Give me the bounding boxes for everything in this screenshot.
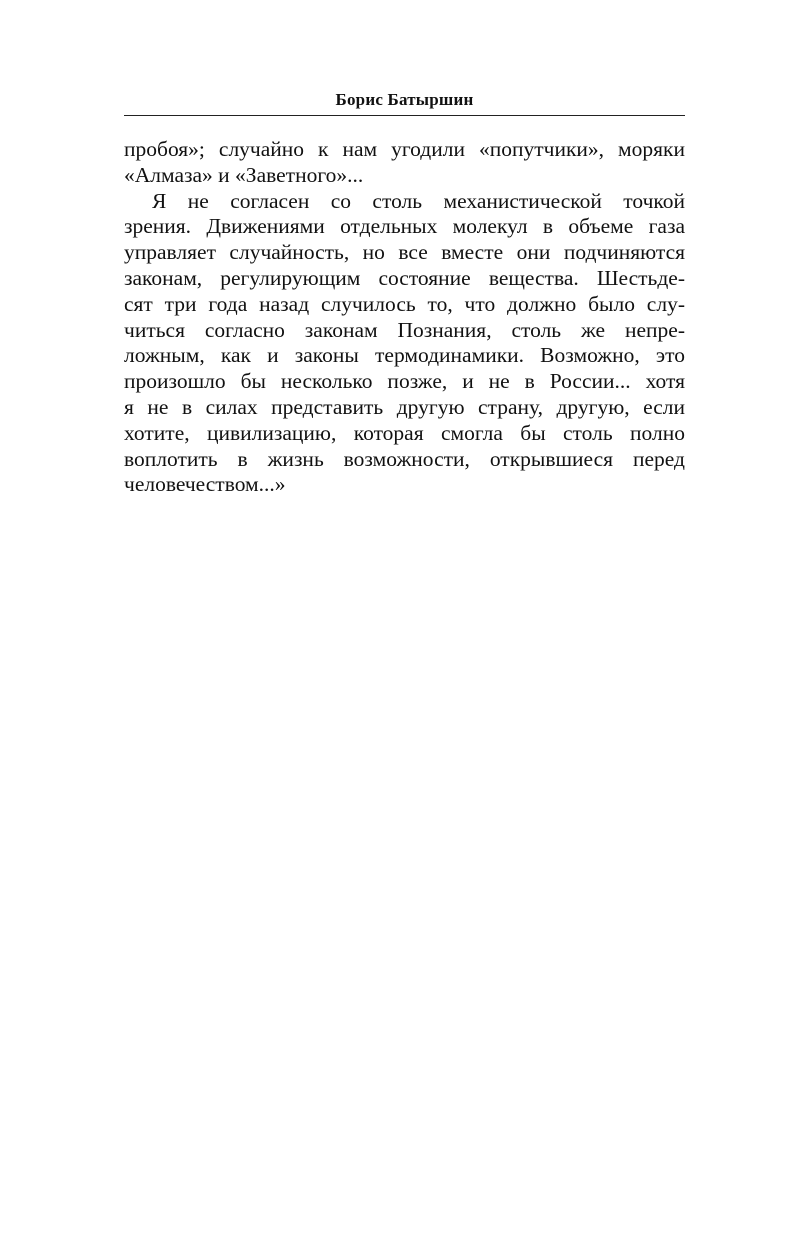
text-line: воплотить в жизнь возможности, открывшиеся перед (124, 446, 685, 471)
text-line: Я не согласен со столь механистической точкой (152, 188, 685, 213)
paragraph-1 (124, 137, 685, 189)
text-line: ложным, как и законы термодинамики. Возможно, это (124, 343, 685, 368)
text-line: читься согласно законам Познания, столь же непре- (124, 317, 685, 342)
text-line: «Алмаза» и «Заветного»... (124, 162, 364, 187)
text-line: человечеством...» (124, 472, 286, 497)
text-line: законам, регулирующим состояние вещества. Шестьде- (124, 265, 685, 290)
header-divider (124, 115, 685, 116)
book-page (124, 88, 685, 498)
paragraph-2 (124, 189, 685, 499)
text-line: хотите, цивилизацию, которая смогла бы столь полно (124, 420, 685, 445)
running-head-author: Борис Батыршин (335, 90, 474, 109)
text-line: управляет случайность, но все вместе они подчиняются (124, 240, 685, 265)
body-text (124, 137, 685, 498)
text-line: произошло бы несколько позже, и не в России... хотя (124, 369, 685, 394)
text-line: я не в силах представить другую страну, другую, если (124, 394, 685, 419)
text-line: зрения. Движениями отдельных молекул в объеме газа (124, 214, 685, 239)
text-line: пробоя»; случайно к нам угодили «попутчики», моряки (124, 137, 685, 161)
text-line: сят три года назад случилось то, что должно было слу- (124, 291, 685, 316)
